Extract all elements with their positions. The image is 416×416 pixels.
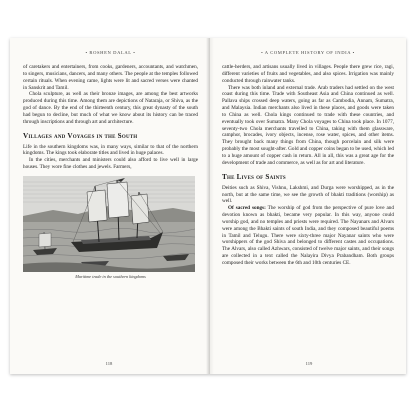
paragraph-sacred (222, 205, 394, 267)
heading-saints: The Lives of Saints (222, 172, 286, 181)
paragraph-cattle: cattle-herders, and artisans usually lived in villages. People there grew rice, ragi, different varieties of fruits and vegetables, and also spices. Irrigation was mainly conducted through rainwater tanks. (222, 64, 394, 84)
right-running-head: • A COMPLETE HISTORY OF INDIA • (261, 50, 355, 55)
sacred-songs-text: The worship of god from the perspective of pure love and devotion known as bhakti, became very popular. In this way, anyone could worship god, and no temples and priests were required. The Nayanars and Alvars were among the Bhakti saints of south India, and they composed beautiful poems in Tamil and Telugu. There were sixty-three major Nayanar saints who were worshippers of the god Shiva and belonged to different castes and occupations. The Alvars, also called Azhwars, consisted of twelve major saints, and their songs are collected in a text called the Nalayira Divya Prabandham. Both groups composed their works between the 6th and 10th centuries CE. (222, 205, 394, 266)
paragraph-villages: Life in the southern kingdoms was, in many ways, similar to that of the northern kingdoms. The kings took elaborate titles and lived in huge palaces. (23, 143, 198, 157)
right-page-number: 119 (305, 361, 313, 366)
left-page-number: 118 (105, 361, 113, 366)
sacred-songs-lead: Of sacred songs: (228, 205, 266, 212)
left-running-head: • ROSHEN DALAL • (85, 50, 136, 55)
heading-villages: Villages and Voyages in the South (23, 131, 138, 140)
paragraph-intro: of caretakers and entertainers, from cooks, gardeners, accountants, and watchmen, to singers, musicians, dancers, and many others. The people at the temples followed certain rituals. When evening came, lights were lit and sacred verses were chanted in Sanskrit and Tamil. (23, 64, 198, 91)
book-spread (10, 38, 406, 374)
paragraph-chola: Chola sculpture, as well as their bronze images, are among the best artworks produced during this time. Among them are depictions of Nataraja, or Shiva, as the god of dance. By the end of the thirteenth century, this great dynasty of the south had begun to decline, but much of what we know about its history can be traced through inscriptions and through art and architecture. (23, 91, 198, 125)
paragraph-trade: There was both inland and external trade. Arab traders had settled on the west coast during this time. Trade with Southeast Asia and China continued as well. Pallava ships crossed deep waters, going as far as Cambodia, Annam, Sumatra, and Malaysia. Indian merchants also lived in these places, and goods were taken to China as well. Chola kings continued to trade with these countries, and eventually took over Sumatra. Many Chola voyages to China took place. In 1077, seventy-two Chola merchants travelled to China, taking with them glassware, camphor, brocades, ivory objects, incense, rose water, spices, and other items. They brought back many things from China, though porcelain and silk were probably the most sought-after. Gold and copper coins began to be used, which led to a huge amount of copper cash in return. All in all, this was a great age for the development of trade and commerce, as well as for art and literature. (222, 84, 394, 166)
paragraph-cities: In the cities, merchants and ministers could also afford to live well in large houses. They wore fine clothes and jewels. Farmers, (23, 157, 198, 171)
paragraph-deities: Deities such as Shiva, Vishnu, Lakshmi, and Durga were worshipped, as in the north, but at the same time, we see the growth of bhakti traditions (worship) as well. (222, 184, 394, 205)
ship-engraving-image (23, 176, 195, 272)
right-page (212, 38, 406, 374)
figure-caption: Maritime trade in the southern kingdoms (75, 273, 146, 279)
maritime-illustration (23, 176, 198, 279)
left-page (10, 38, 208, 374)
